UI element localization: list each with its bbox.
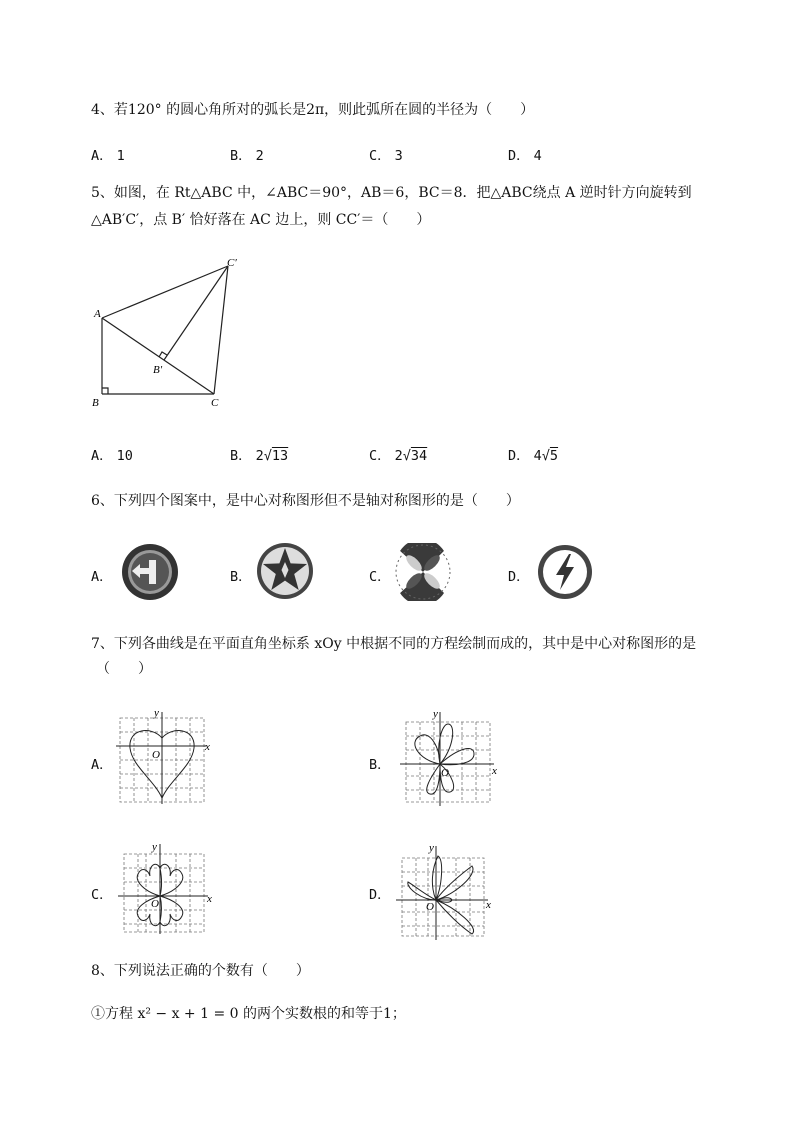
q7-stem-line1: 7、下列各曲线是在平面直角坐标系 xOy 中根据不同的方程绘制而成的，其中是中心对称图形的是 (91, 636, 697, 652)
x-label: x (205, 741, 210, 753)
four-petal-icon (394, 543, 452, 601)
q7-option-a: A． (91, 757, 113, 773)
y-label: y (154, 708, 159, 719)
q6-stem: 6、下列四个图案中，是中心对称图形但不是轴对称图形的是（ ） (91, 493, 520, 509)
q7-option-c: C． (91, 887, 113, 903)
q5-stem-line2: △AB′C′，点 B′ 恰好落在 AC 边上，则 CC′＝（ ） (91, 212, 431, 228)
y-label: y (433, 708, 438, 720)
heart-curve-graph (114, 708, 212, 804)
q7-option-b: B． (369, 757, 391, 773)
q5-option-b: B． 2√13 (230, 448, 289, 464)
origin-label: O (441, 767, 449, 779)
q4-option-a: A． 1 (91, 148, 125, 164)
x-label: x (492, 765, 497, 777)
label-c: C (211, 397, 219, 409)
turn-left-sign-icon (120, 542, 180, 602)
q8-item-1: ①方程 x² − x + 1 = 0 的两个实数根的和等于1； (91, 1006, 406, 1022)
rose-curve-graph (398, 708, 500, 806)
q4-option-c: C． 3 (369, 148, 403, 164)
tilted-petals-graph (394, 842, 496, 940)
x-label: x (486, 899, 491, 911)
star-badge-icon (256, 542, 314, 600)
q6-option-a: A． (91, 569, 113, 585)
q5-option-a: A． 10 (91, 448, 133, 464)
q6-option-d: D． (508, 569, 530, 585)
label-b: B (92, 397, 99, 409)
origin-label: O (152, 749, 160, 761)
q7-stem-line2: （ ） (96, 661, 152, 677)
q5-triangle-figure (86, 252, 246, 414)
y-label: y (152, 842, 157, 853)
q6-option-c: C． (369, 569, 391, 585)
origin-label: O (151, 898, 159, 910)
lightning-badge-icon (535, 542, 595, 602)
q4-option-d: D． 4 (508, 148, 542, 164)
label-b-prime: B′ (153, 364, 163, 376)
q4-stem: 4、若120° 的圆心角所对的弧长是2π，则此弧所在圆的半径为（ ） (91, 102, 535, 118)
label-a: A (94, 308, 101, 320)
q5-stem-line1: 5、如图，在 Rt△ABC 中，∠ABC＝90°，AB＝6，BC＝8．把△ABC绕点 A 逆时针方向旋转到 (91, 185, 692, 201)
four-hearts-graph (116, 842, 214, 934)
q8-stem: 8、下列说法正确的个数有（ ） (91, 963, 310, 979)
label-c-prime: C′ (227, 257, 237, 269)
q5-option-c: C． 2√34 (369, 448, 428, 464)
origin-label: O (426, 901, 434, 913)
x-label: x (207, 893, 212, 905)
q7-option-d: D． (369, 887, 391, 903)
q6-option-b: B． (230, 569, 252, 585)
q4-option-b: B． 2 (230, 148, 264, 164)
q5-option-d: D． 4√5 (508, 448, 559, 464)
y-label: y (429, 842, 434, 854)
